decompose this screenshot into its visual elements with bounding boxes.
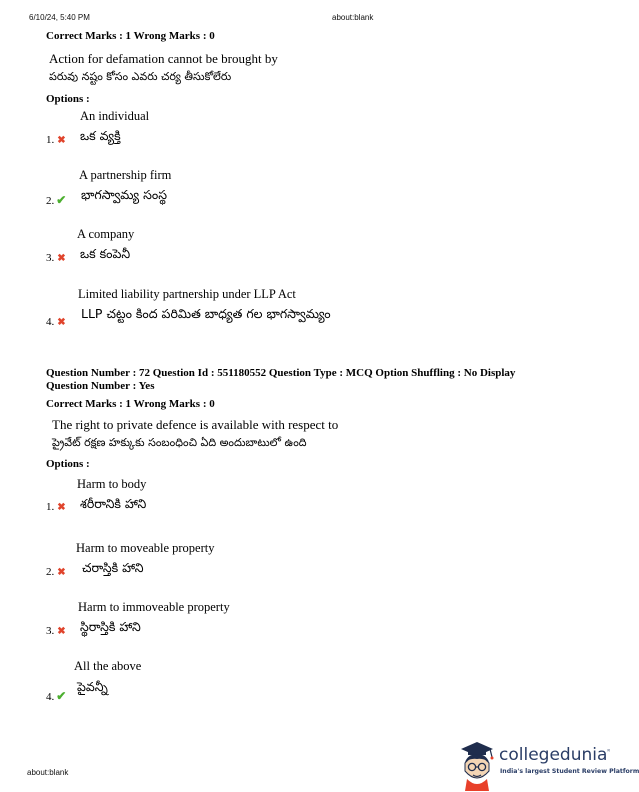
student-mascot-icon — [455, 741, 499, 791]
q71-question-en: Action for defamation cannot be brought by — [49, 51, 278, 66]
print-url: about:blank — [332, 13, 374, 22]
collegedunia-logo — [455, 741, 639, 791]
q72-option-3-number: 3. ✖ — [46, 625, 66, 637]
q71-option-2-te: భాగస్వామ్య సంస్థ — [81, 187, 167, 202]
q71-option-1-en: An individual — [80, 109, 150, 123]
q72-option-1-number: 1. ✖ — [46, 501, 66, 513]
q72-options-label: Options : — [46, 458, 90, 470]
q72-option-2-te: చరాస్తికి హాని — [82, 560, 144, 575]
q72-marks: Correct Marks : 1 Wrong Marks : 0 — [46, 398, 215, 410]
q71-option-4-number: 4. ✖ — [46, 316, 66, 328]
q72-option-1-en: Harm to body — [77, 477, 147, 491]
q72-option-2-en: Harm to moveable property — [76, 541, 215, 555]
q71-option-1-te: ఒక వ్యక్తి — [80, 128, 121, 143]
q72-option-4-en: All the above — [74, 659, 142, 673]
q72-question-en: The right to private defence is available with respect to — [52, 417, 339, 432]
q71-options-label: Options : — [46, 93, 90, 105]
q72-option-3-te: స్థిరాస్తికి హాని — [80, 619, 141, 634]
q71-option-3-te: ఒక కంపెనీ — [80, 246, 131, 261]
q72-option-4-te: పైవన్నీ — [77, 679, 108, 694]
brand-tagline: India's largest Student Review Platform — [500, 768, 639, 775]
q72-option-2-number: 2. ✖ — [46, 566, 66, 578]
wrong-cross-icon: ✖ — [57, 253, 66, 264]
correct-check-icon: ✔ — [56, 193, 67, 207]
wrong-cross-icon: ✖ — [57, 317, 66, 328]
q71-option-4-en: Limited liability partnership under LLP Act — [78, 287, 296, 301]
wrong-cross-icon: ✖ — [57, 626, 66, 637]
wrong-cross-icon: ✖ — [57, 135, 66, 146]
q72-option-1-te: శరీరానికి హాని — [80, 496, 147, 511]
print-datetime: 6/10/24, 5:40 PM — [29, 13, 90, 22]
q71-option-4-te: LLP చట్టం కింద పరిమిత బాధ్యత గల భాగస్వామ్యం — [81, 306, 331, 321]
correct-check-icon: ✔ — [56, 689, 67, 703]
q71-question-te: పరువు నష్టం కోసం ఎవరు చర్య తీసుకోలేరు — [49, 70, 232, 83]
q71-option-3-number: 3. ✖ — [46, 252, 66, 264]
q71-marks: Correct Marks : 1 Wrong Marks : 0 — [46, 30, 215, 42]
q72-option-3-en: Harm to immoveable property — [78, 600, 230, 614]
q71-option-2-en: A partnership firm — [79, 168, 172, 182]
brand-name: collegedunia$^ᴿ$ — [499, 745, 611, 765]
q72-option-4-number: 4. ✔ — [46, 689, 67, 703]
wrong-cross-icon: ✖ — [57, 567, 66, 578]
wrong-cross-icon: ✖ — [57, 502, 66, 513]
q71-option-3-en: A company — [77, 227, 135, 241]
q71-option-2-number: 2. ✔ — [46, 193, 67, 207]
footer-url: about:blank — [27, 768, 69, 777]
q72-meta-line-2: Question Number : Yes — [46, 380, 155, 392]
q71-option-1-number: 1. ✖ — [46, 134, 66, 146]
q72-question-te: ప్రైవేట్ రక్షణ హక్కుకు సంబంధించి ఏది అందుబాటులో ఉంది — [52, 436, 307, 449]
q72-meta-line-1: Question Number : 72 Question Id : 551180552 Question Type : MCQ Option Shuffling : No Display — [46, 367, 516, 379]
